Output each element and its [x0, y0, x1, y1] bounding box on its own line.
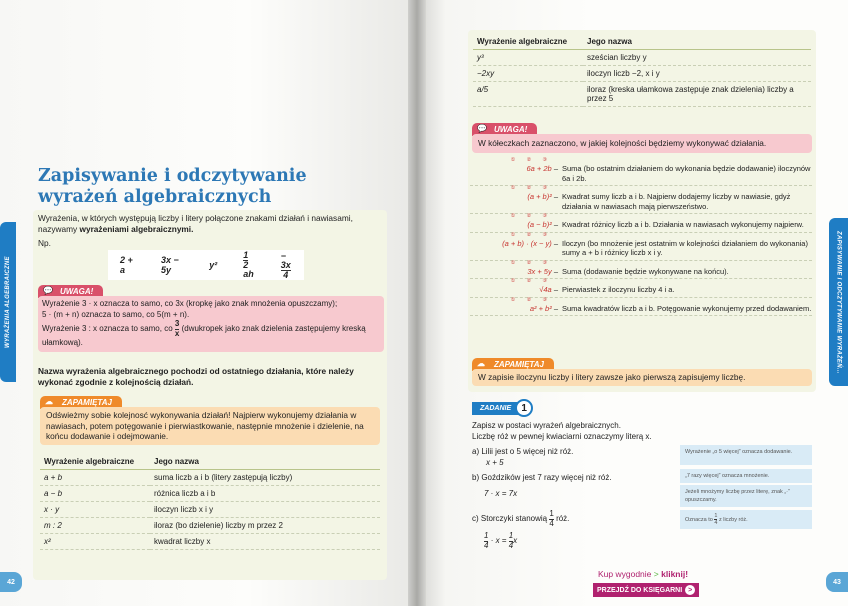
order-description: Kwadrat różnicy liczb a i b. Działania w nawiasach wykonujemy najpierw. [562, 220, 804, 229]
go-to-bookstore-button[interactable]: PRZEJDŹ DO KSIĘGARNI > [593, 583, 699, 597]
task-a: a) Lilii jest o 5 więcej niż róż. [472, 447, 574, 456]
order-expression: (a + b)² [527, 192, 552, 201]
task-c-answer: $\frac{1}{4}$ · x = $\frac{1}{4}$ x [484, 531, 518, 550]
table-row: x · y iloczyn liczb x i y [40, 502, 380, 518]
example-4: $\frac{1}{2}$ ah [243, 250, 254, 279]
page-number-left: 42 [0, 572, 22, 592]
chevron-right-icon: > [685, 585, 695, 595]
order-description: Kwadrat sumy liczb a i b. Najpierw dodajemy liczby w nawiasie, gdyż działania w nawiasach mają pierwszeństwo. [562, 192, 791, 211]
table-row: x² kwadrat liczby x [40, 534, 380, 550]
hint-b2: Jeżeli mnożymy liczbę przez literę, znak „·” opuszczamy. [680, 485, 812, 507]
intro-text: Wyrażenia, w których występują liczby i litery połączone znakami działań i nawiasami, nazywamy wyrażeniami algebraicznymi. [38, 213, 353, 234]
expressions-table: Wyrażenie algebraiczne Jego nazwa a + b suma liczb a i b (litery zastępują liczby) a − b różnica liczb a i b x · y iloczyn liczb x i y m : 2 iloraz (bo dzielenie) liczby m przez 2 x² kwadrat liczby x [40, 454, 380, 550]
side-tab-right: ZAPISYWANIE I ODCZYTYWANIE WYRAŻEŃ... [829, 218, 848, 386]
uwaga-label: 💬 UWAGA! [38, 285, 103, 298]
order-description: Suma (bo ostatnim działaniem do wykonania będzie dodawanie) iloczynów 6a i 2b. [562, 164, 811, 183]
task-instructions: Zapisz w postaci wyrażeń algebraicznych. Liczbę róż w pewnej kwiaciarni oznaczymy literą x. [472, 421, 652, 441]
order-expression: a² + b² [529, 303, 552, 313]
order-expression: 3x + 5y [527, 266, 552, 276]
task-header [472, 399, 533, 417]
order-expression: √4a [539, 285, 552, 294]
order-row: ① ② ③ a² + b² – Suma kwadratów liczb a i b. Potęgowanie wykonujemy przed dodawaniem. [470, 298, 812, 317]
np-label: Np. [38, 238, 51, 248]
example-3: y² [209, 260, 218, 270]
uwaga-box-2: W kółeczkach zaznaczono, w jakiej kolejności będziemy wykonywać działania. [472, 134, 812, 153]
order-markers: ① ② ③ [510, 278, 552, 284]
page-number-right: 43 [826, 572, 848, 592]
order-row: ① ② ③ 3x + 5y – Suma (dodawanie będzie wykonywane na końcu). [470, 261, 812, 280]
examples-box [108, 250, 304, 280]
expressions-table-2: Wyrażenie algebraiczne Jego nazwa y³ sześcian liczby y −2xy iloczyn liczb −2, x i y a/5 iloraz (kreska ułamkowa zastępuje znak dzielenia) liczby a przez 5 [473, 34, 811, 107]
order-markers: ① ② ③ [510, 296, 552, 303]
hint-b: „7 razy więcej” oznacza mnożenie. [680, 469, 812, 483]
order-markers: ① ② ③ [510, 157, 552, 163]
table-row: a/5 iloraz (kreska ułamkowa zastępuje znak dzielenia) liczby a przez 5 [473, 82, 811, 107]
title-line-1: Zapisywanie i odczytywanie [38, 166, 307, 186]
brain-icon: ☁ [477, 359, 485, 368]
order-row: ① ② ③ √4a – Pierwiastek z iloczynu liczby 4 i a. [470, 279, 812, 298]
speech-bubble-icon: 💬 [43, 286, 53, 295]
order-markers: ① ② ③ [510, 231, 552, 238]
task-a-answer: x + 5 [486, 458, 504, 467]
task-c: c) Storczyki stanowią $\frac{1}{4}$ róż. [472, 509, 570, 528]
order-markers: ① ② ③ [510, 259, 552, 266]
zapamietaj-box: Odświeżmy sobie kolejnosć wykonywania działań! Najpierw wykonujemy działania w nawiasach, potem potęgowanie i pierwiastkowanie, następnie mnożenie i dzielenie, na końcu dodawanie i odejmowanie. [40, 407, 380, 445]
table-row: a − b różnica liczb a i b [40, 486, 380, 502]
order-markers: ① ② ③ [510, 185, 552, 191]
example-1: 2 + a [120, 255, 133, 275]
table-row: m : 2 iloraz (bo dzielenie) liczby m przez 2 [40, 518, 380, 534]
task-b-answer: 7 · x = 7x [484, 489, 518, 498]
hint-c: Oznacza to $\frac{1}{4}$ z liczby róż. [680, 510, 812, 529]
order-expression: 6a + 2b [526, 164, 552, 173]
book-gutter [408, 0, 426, 606]
name-rule: Nazwa wyrażenia algebraicznego pochodzi od ostatniego działania, które należy wykonać zgodnie z kolejnością działań. [38, 366, 354, 387]
example-2: 3x − 5y [160, 255, 179, 275]
order-description: Suma kwadratów liczb a i b. Potęgowanie wykonujemy przed dodawaniem. [562, 303, 812, 313]
task-b: b) Goździków jest 7 razy więcej niż róż. [472, 473, 612, 482]
table-row: −2xy iloczyn liczb −2, x i y [473, 66, 811, 82]
order-expression: (a + b) · (x − y) [502, 238, 552, 248]
zapamietaj-label: ☁ ZAPAMIĘTAJ [40, 396, 122, 409]
order-row: ① ② ③ (a + b)² – Kwadrat sumy liczb a i b. Najpierw dodajemy liczby w nawiasie, gdyż działania w nawiasach mają pierwszeństwo. [470, 186, 812, 214]
order-list [470, 158, 812, 316]
table-row: y³ sześcian liczby y [473, 50, 811, 66]
order-description: Pierwiastek z iloczynu liczby 4 i a. [562, 285, 675, 294]
zapamietaj-box-2: W zapisie iloczynu liczby i litery zawsze jako pierwszą zapisujemy liczbę. [472, 369, 812, 386]
order-row: ① ② ③ (a + b) · (x − y) – Iloczyn (bo mnożenie jest ostatnim w kolejności działaniem do wykonania) sumy a + b i różnicy liczb x i y. [470, 233, 812, 261]
order-expression: (a − b)² [527, 220, 552, 229]
order-row: ① ② ③ 6a + 2b – Suma (bo ostatnim działaniem do wykonania będzie dodawanie) iloczynów 6a i 2b. [470, 158, 812, 186]
order-description: Suma (dodawanie będzie wykonywane na końcu). [562, 266, 729, 276]
uwaga-label-2: 💬 UWAGA! [472, 123, 537, 136]
shop-promo: Kup wygodnie > kliknij! [598, 569, 689, 579]
zapamietaj-label-2: ☁ ZAPAMIĘTAJ [472, 358, 554, 371]
side-tab-left: WYRAŻENIA ALGEBRAICZNE [0, 222, 16, 382]
order-description: Iloczyn (bo mnożenie jest ostatnim w kolejności działaniem do wykonania) sumy a + b i różnicy liczb x i y. [562, 238, 808, 257]
title-line-2: wyrażeń algebraicznych [38, 187, 272, 207]
task-label: ZADANIE [472, 402, 519, 415]
order-markers: ① ② ③ [510, 213, 552, 219]
table-row: a + b suma liczb a i b (litery zastępują liczby) [40, 470, 380, 486]
hint-a: Wyrażenie „o 5 więcej” oznacza dodawanie. [680, 445, 812, 465]
speech-bubble-icon: 💬 [477, 124, 487, 133]
task-number: 1 [515, 399, 533, 417]
page-title [38, 166, 307, 208]
uwaga-box: Wyrażenie 3 · x oznacza to samo, co 3x (kropkę jako znak mnożenia opuszczamy); 5 · (m + n) oznacza to samo, co 5(m + n). Wyrażenie 3 : x oznacza to samo, co $\frac{3}{x}$ (dwukropek jako znak dzielenia zastępujemy kreską ułamkową). [38, 296, 384, 352]
brain-icon: ☁ [45, 397, 53, 406]
example-5: − $\frac{3x}{4}$ [280, 251, 291, 280]
order-row: ① ② ③ (a − b)² – Kwadrat różnicy liczb a i b. Działania w nawiasach wykonujemy najpierw. [470, 214, 812, 233]
